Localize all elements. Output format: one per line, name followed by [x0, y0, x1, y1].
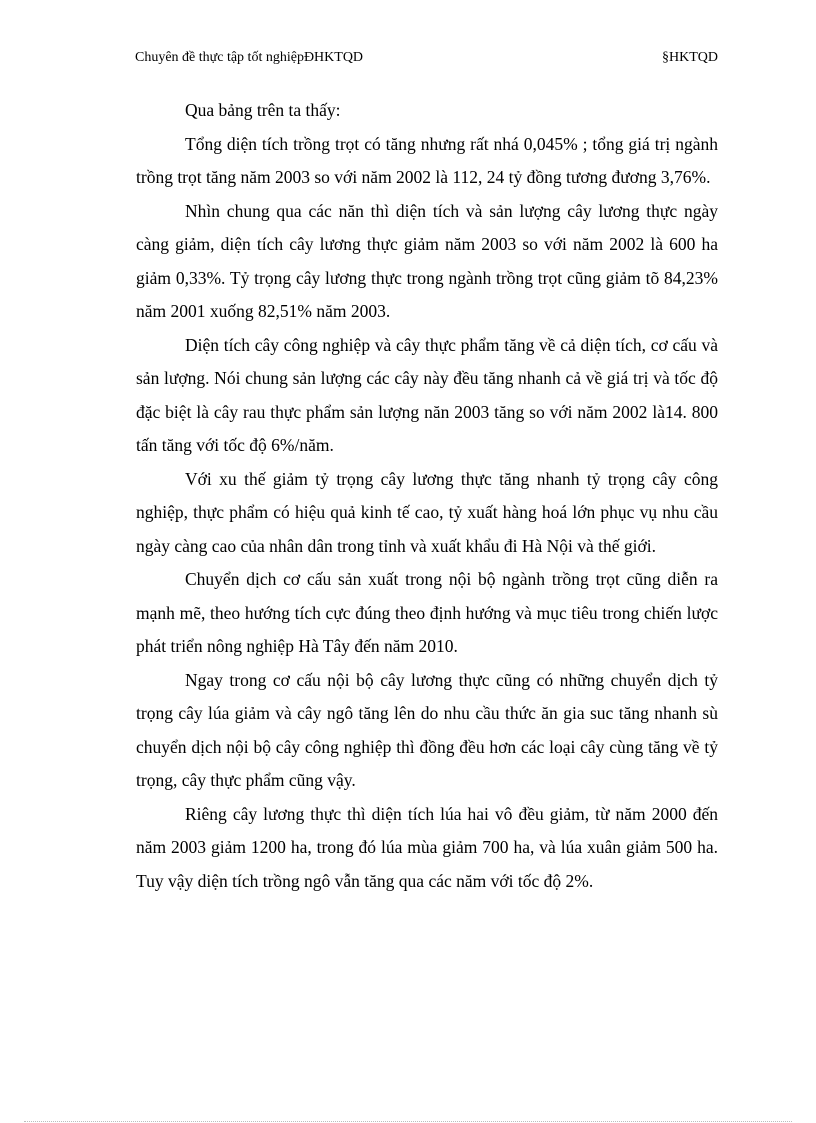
paragraph: Ngay trong cơ cấu nội bộ cây lương thực cũng có những chuyển dịch tỷ trọng cây lúa giảm và cây ngô tăng lên do nhu cầu thức ăn gia suc tăng nhanh sù chuyển dịch nội bộ cây công nghiệp thì đồng đều hơn các loại cây cùng tăng về tỷ trọng, cây thực phẩm cũng vậy.: [136, 669, 718, 790]
page-header: [135, 47, 718, 69]
paragraph: Diện tích cây công nghiệp và cây thực phẩm tăng về cả diện tích, cơ cấu và sản lượng. Nói chung sản lượng các cây này đều tăng nhanh cả về giá trị và tốc độ đặc biệt là cây rau thực phẩm sản lượng năn 2003 tăng so với năm 2002 là14. 800 tấn tăng với tốc độ 6%/năm.: [136, 334, 718, 455]
document-body: [136, 94, 718, 898]
paragraph-intro: Qua bảng trên ta thấy:: [185, 100, 341, 120]
header-right-title: §HKTQD: [662, 50, 718, 65]
paragraph: Với xu thế giảm tỷ trọng cây lương thực tăng nhanh tỷ trọng cây công nghiệp, thực phẩm có hiệu quả kinh tế cao, tỷ xuất hàng hoá lớn phục vụ nhu cầu ngày càng cao của nhân dân trong tỉnh và xuất khẩu đi Hà Nội và thế giới.: [136, 468, 718, 556]
paragraph: Riêng cây lương thực thì diện tích lúa hai vô đều giảm, từ năm 2000 đến năm 2003 giảm 1200 ha, trong đó lúa mùa giảm 700 ha, và lúa xuân giảm 500 ha. Tuy vậy diện tích trồng ngô vẫn tăng qua các năm với tốc độ 2%.: [136, 803, 718, 891]
paragraph: Tổng diện tích trồng trọt có tăng nhưng rất nhá 0,045% ; tổng giá trị ngành trồng trọt tăng năm 2003 so với năm 2002 là 112, 24 tỷ đồng tương đương 3,76%.: [136, 133, 718, 187]
paragraph: Chuyển dịch cơ cấu sản xuất trong nội bộ ngành trồng trọt cũng diễn ra mạnh mẽ, theo hướng tích cực đúng theo định hướng và mục tiêu trong chiến lược phát triển nông nghiệp Hà Tây đến năm 2010.: [136, 569, 718, 656]
header-left-title: Chuyên đề thực tập tốt nghiệpĐHKTQD: [135, 50, 364, 65]
page-bottom-divider: [24, 1121, 792, 1122]
paragraph: Nhìn chung qua các năn thì diện tích và sản lượng cây lương thực ngày càng giảm, diện tích cây lương thực giảm năm 2003 so với năm 2002 là 600 ha giảm 0,33%. Tỷ trọng cây lương thực trong ngành trồng trọt cũng giảm tõ 84,23% năm 2001 xuống 82,51% năm 2003.: [136, 200, 718, 321]
